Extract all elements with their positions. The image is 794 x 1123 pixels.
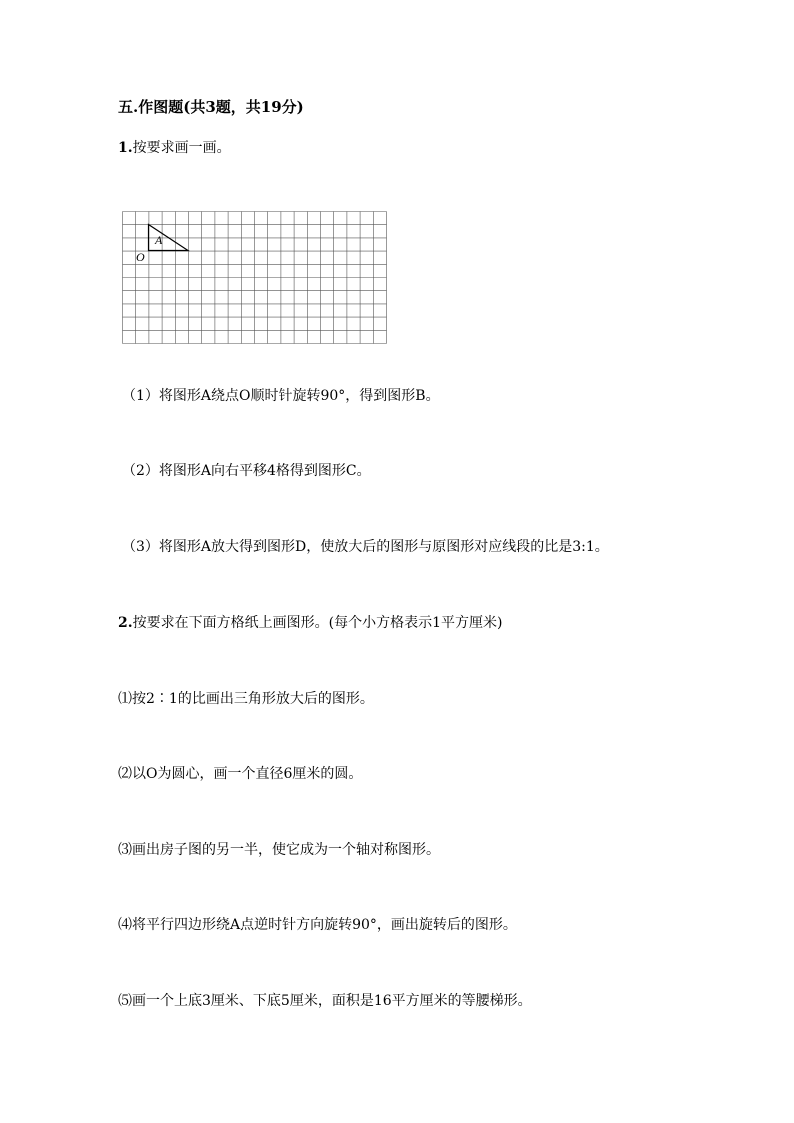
- q2-item-1: ⑴按2∶1的比画出三角形放大后的图形。: [118, 691, 374, 707]
- q2-item-4: ⑷将平行四边形绕A点逆时针方向旋转90°，画出旋转后的图形。: [118, 917, 517, 933]
- triangle-label-a: A: [155, 233, 163, 247]
- q2-item-2: ⑵以O为圆心，画一个直径6厘米的圆。: [118, 766, 363, 782]
- question-1-prompt: 按要求画一画。: [132, 140, 231, 156]
- question-2-prompt: 按要求在下面方格纸上画图形。(每个小方格表示1平方厘米): [132, 615, 503, 631]
- section-title: 五.作图题(共3题，共19分): [118, 98, 304, 116]
- q1-item-1: （1）将图形A绕点O顺时针旋转90°，得到图形B。: [122, 388, 440, 404]
- q1-item-3: （3）将图形A放大得到图形D，使放大后的图形与原图形对应线段的比是3:1。: [122, 539, 609, 555]
- point-label-o: O: [136, 250, 145, 264]
- question-1: [118, 139, 231, 157]
- q2-item-3: ⑶画出房子图的另一半，使它成为一个轴对称图形。: [118, 842, 440, 858]
- question-2-number: 2.: [118, 615, 133, 631]
- grid-figure: [118, 206, 393, 348]
- question-1-number: 1.: [118, 140, 133, 156]
- q2-item-5: ⑸画一个上底3厘米、下底5厘米，面积是16平方厘米的等腰梯形。: [118, 993, 532, 1009]
- q1-item-2: （2）将图形A向右平移4格得到图形C。: [122, 463, 371, 479]
- question-2: [118, 614, 502, 632]
- grid-lines: [123, 212, 387, 344]
